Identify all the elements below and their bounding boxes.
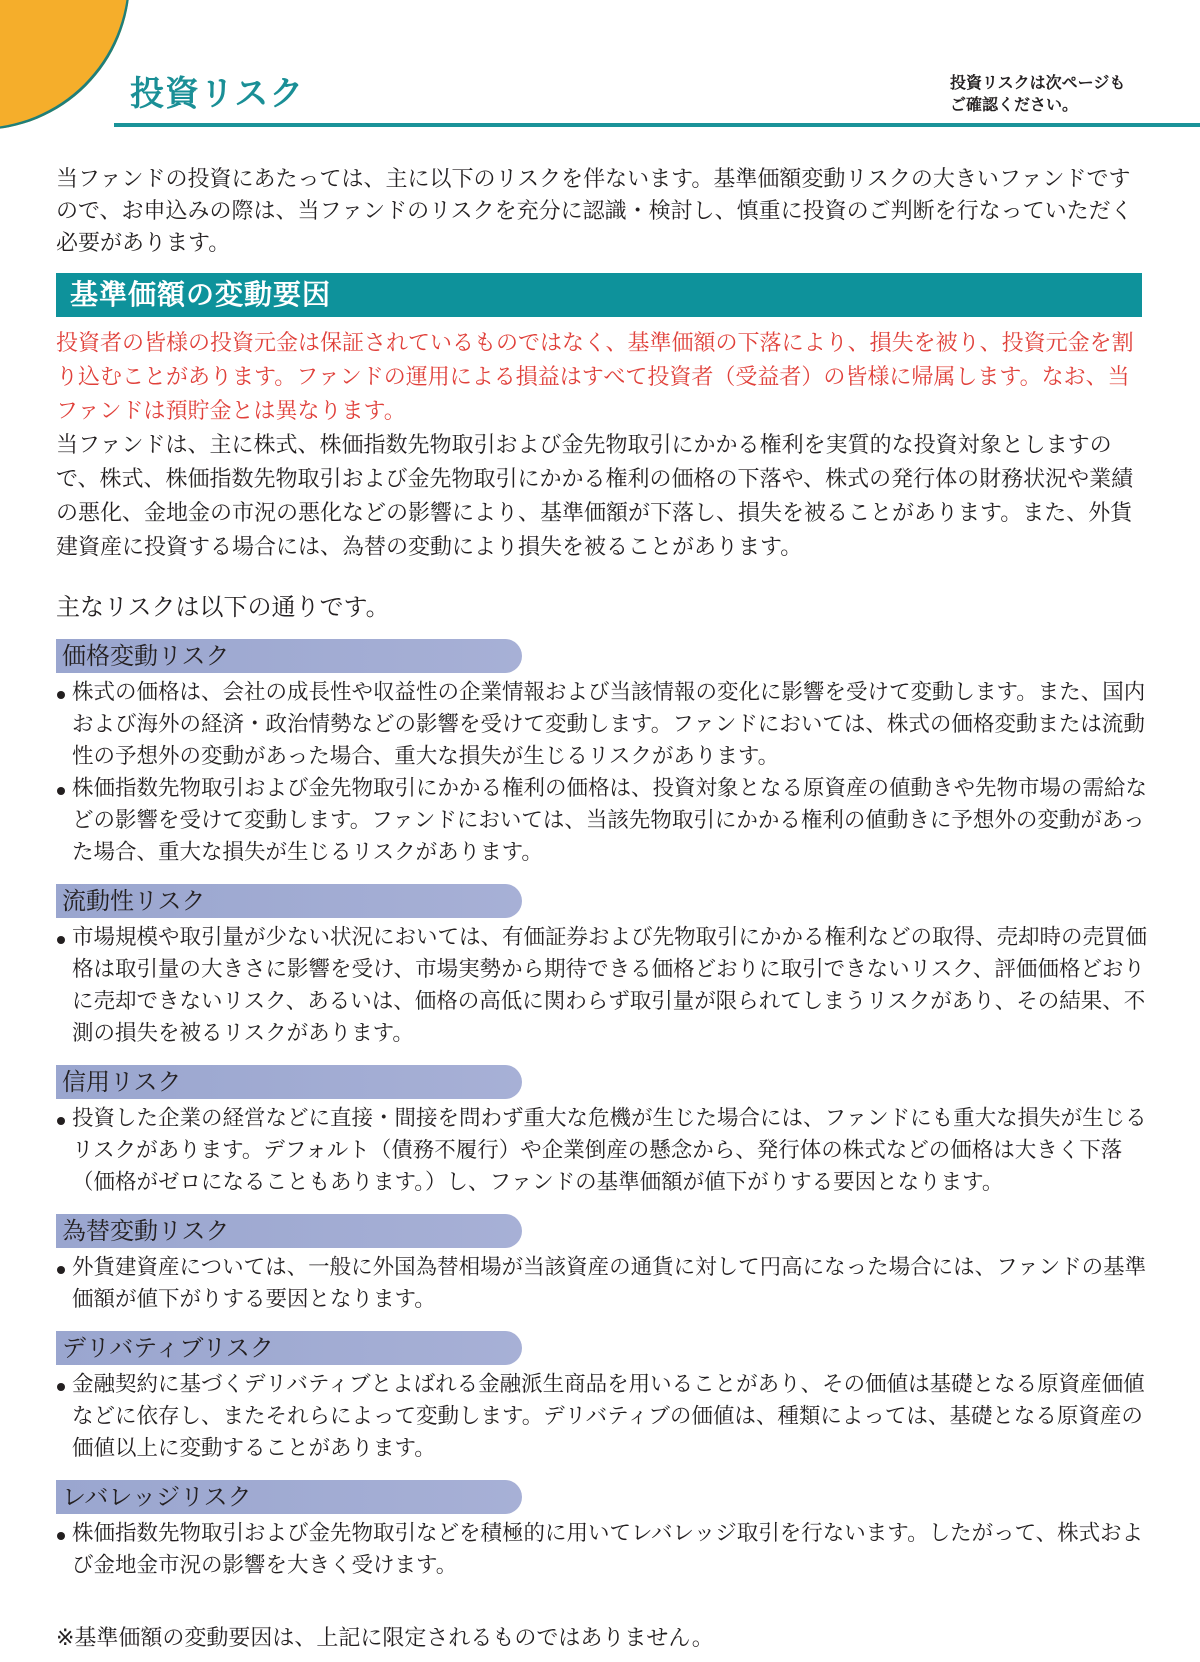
principal-warning: 投資者の皆様の投資元金は保証されているものではなく、基準価額の下落により、損失を被り、投資元金を割り込むことがあります。ファンドの運用による損益はすべて投資者（受益者）の皆様に帰属します。なお、当ファンドは預貯金とは異なります。 <box>56 331 1134 424</box>
risk-bullet: 外貨建資産については、一般に外国為替相場が当該資産の通貨に対して円高になった場合には、ファンドの基準価額が値下がりする要因となります。 <box>56 1252 1148 1316</box>
risk-heading: 為替変動リスク <box>56 1214 522 1248</box>
corner-decoration <box>0 0 130 130</box>
title-divider <box>114 123 1200 127</box>
risk-liquidity <box>56 884 1148 1050</box>
risk-bullet: 株価指数先物取引および金先物取引にかかる権利の価格は、投資対象となる原資産の値動きや先物市場の需給などの影響を受けて変動します。ファンドにおいては、当該先物取引にかかる権利の値動きに予想外の変動があった場合、重大な損失が生じるリスクがあります。 <box>56 773 1148 869</box>
risk-bullet: 株式の価格は、会社の成長性や収益性の企業情報および当該情報の変化に影響を受けて変動します。また、国内および海外の経済・政治情勢などの影響を受けて変動します。ファンドにおいては、株式の価格変動または流動性の予想外の変動があった場合、重大な損失が生じるリスクがあります。 <box>56 677 1148 773</box>
risk-bullet: 市場規模や取引量が少ない状況においては、有価証券および先物取引にかかる権利などの取得、売却時の売買価格は取引量の大きさに影響を受け、市場実勢から期待できる価格どおりに取引できないリスク、評価価格どおりに売却できないリスク、あるいは、価格の高低に関わらず取引量が限られてしまうリスクがあり、その結果、不測の損失を被るリスクがあります。 <box>56 922 1148 1050</box>
risk-heading: レバレッジリスク <box>56 1480 522 1514</box>
risk-heading: デリバティブリスク <box>56 1331 522 1365</box>
risk-heading: 信用リスク <box>56 1065 522 1099</box>
risk-leverage <box>56 1480 1148 1582</box>
risk-currency <box>56 1214 1148 1316</box>
page-title: 投資リスク <box>130 74 305 114</box>
risk-bullet: 株価指数先物取引および金先物取引などを積極的に用いてレバレッジ取引を行ないます。したがって、株式および金地金市況の影響を大きく受けます。 <box>56 1518 1148 1582</box>
section-heading: 基準価額の変動要因 <box>56 273 1142 317</box>
footnote: ※基準価額の変動要因は、上記に限定されるものではありません。 <box>56 1626 714 1651</box>
risk-bullet: 金融契約に基づくデリバティブとよばれる金融派生商品を用いることがあり、その価値は基礎となる原資産価値などに依存し、またそれらによって変動します。デリバティブの価値は、種類によっては、基礎となる原資産の価値以上に変動することがあります。 <box>56 1369 1148 1465</box>
risk-heading: 価格変動リスク <box>56 639 522 673</box>
risk-heading: 流動性リスク <box>56 884 522 918</box>
risk-price-fluctuation <box>56 639 1148 869</box>
next-page-note-line2: ご確認ください。 <box>950 95 1079 114</box>
risk-list-lead: 主なリスクは以下の通りです。 <box>56 593 390 621</box>
next-page-note <box>950 72 1150 116</box>
section-explanation: 当ファンドは、主に株式、株価指数先物取引および金先物取引にかかる権利を実質的な投資対象としますので、株式、株価指数先物取引および金先物取引にかかる権利の価格の下落や、株式の発行体の財務状況や業績の悪化、金地金の市況の悪化などの影響により、基準価額が下落し、損失を被ることがあります。また、外貨建資産に投資する場合には、為替の変動により損失を被ることがあります。 <box>56 433 1134 560</box>
risk-credit <box>56 1065 1148 1199</box>
intro-paragraph: 当ファンドの投資にあたっては、主に以下のリスクを伴ないます。基準価額変動リスクの大きいファンドですので、お申込みの際は、当ファンドのリスクを充分に認識・検討し、慎重に投資のご判断を行なっていただく必要があります。 <box>56 167 1133 256</box>
next-page-note-line1: 投資リスクは次ページも <box>950 73 1126 92</box>
risk-derivative <box>56 1331 1148 1465</box>
risk-bullet: 投資した企業の経営などに直接・間接を問わず重大な危機が生じた場合には、ファンドにも重大な損失が生じるリスクがあります。デフォルト（債務不履行）や企業倒産の懸念から、発行体の株式などの価格は大きく下落（価格がゼロになることもあります。）し、ファンドの基準価額が値下がりする要因となります。 <box>56 1103 1148 1199</box>
